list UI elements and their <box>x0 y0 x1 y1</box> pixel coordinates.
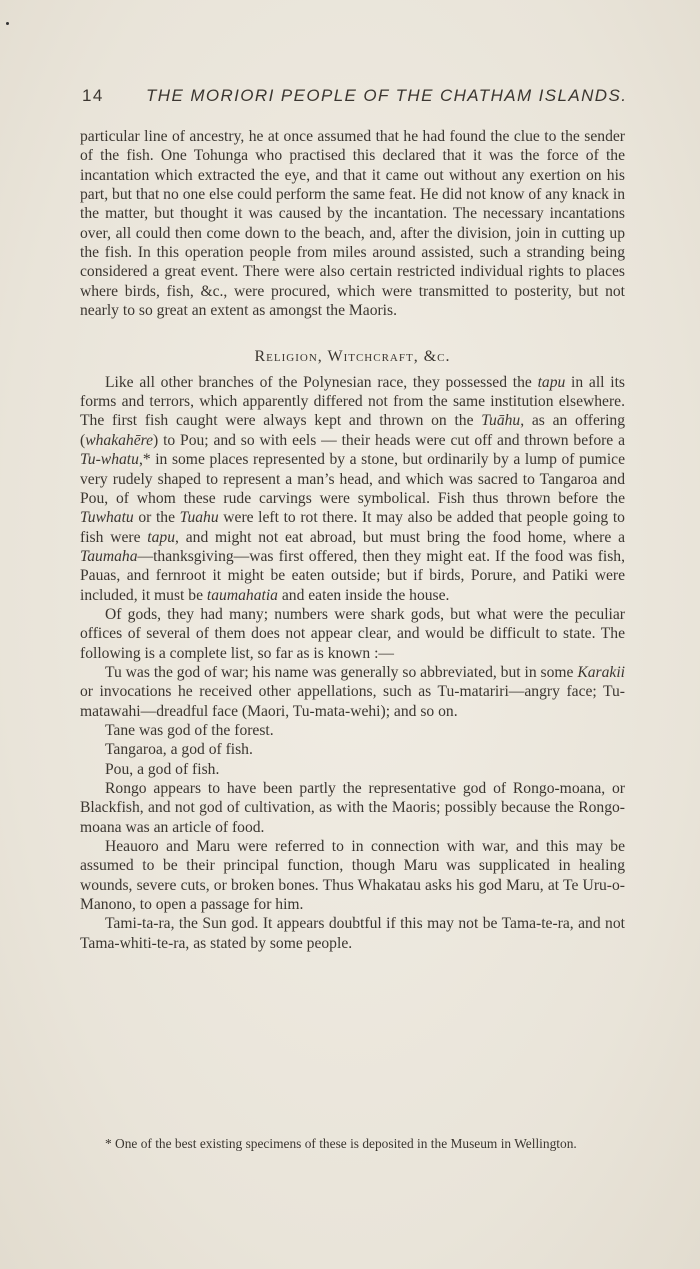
paragraph: Like all other branches of the Polynesian race, they possessed the tapu in all its forms and terrors, which apparently differed not from the same institution elsewhere. The first fish caught were always kept and thrown on the Tuāhu, as an offering (whakahēre) to Pou; and so with eels — their heads were cut off and thrown before a Tu-whatu,* in some places represented by a stone, but ordinarily by a lump of pumice very rudely shaped to represent a man’s head, and which was sacred to Tangaroa and Pou, of whom these rude carvings were symbolical. Fish thus thrown before the Tuwhatu or the Tuahu were left to rot there. It may also be added that people going to fish were tapu, and might not eat abroad, but must bring the food home, where a Taumaha—thanksgiving—was first offered, then they might eat. If the food was fish, Pauas, and fernroot it might be eaten outside; but if birds, Porure, and Patiki were included, it must be taumahatia and eaten inside the house. <box>80 373 625 604</box>
paragraph: Tangaroa, a god of fish. <box>105 741 253 759</box>
paragraph: Rongo appears to have been partly the representative god of Rongo-moana, or Blackfish, and not god of cultivation, as with the Maoris; possibly because the Rongo-moana was an article of food. <box>80 780 625 836</box>
running-title: THE MORIORI PEOPLE OF THE CHATHAM ISLANDS. <box>146 86 628 105</box>
paragraph: Tane was god of the forest. <box>105 721 274 739</box>
ink-speck <box>6 22 9 25</box>
body-text <box>80 127 625 953</box>
paragraph: Heauoro and Maru were referred to in connection with war, and this may be assumed to be their principal function, though Maru was supplicated in healing wounds, severe cuts, or broken bones. Thus Whakatau asks his god Maru, at Te Uru-o-Manono, to open a passage for him. <box>80 838 625 914</box>
footnote: * One of the best existing specimens of these is deposited in the Museum in Wellington. <box>105 1136 577 1152</box>
paragraph: Of gods, they had many; numbers were shark gods, but what were the peculiar offices of several of them does not appear clear, and would be difficult to state. The following is a complete list, so far as is known :— <box>80 605 625 662</box>
paragraph: particular line of ancestry, he at once assumed that he had found the clue to the sender of the fish. One Tohunga who practised this declared that it was the force of the incantation which extracted the eye, and that it came out without any exertion on his part, but that no one else could perform the same feat. He did not know of any knack in the matter, but thought it was caused by the incantation. The necessary incantations over, all could then come down to the beach, and, after the division, join in cutting up the fish. In this operation people from miles around assisted, such a stranding being considered a great event. There were also certain restricted individual rights to places where birds, fish, &c., were procured, which were transmitted to posterity, but not nearly to so great an extent as amongst the Maoris. <box>80 128 625 320</box>
page-number: 14 <box>82 86 104 105</box>
paragraph: Tami-ta-ra, the Sun god. It appears doubtful if this may not be Tama-te-ra, and not Tama-whiti-te-ra, as stated by some people. <box>80 915 625 952</box>
section-heading: Religion, Witchcraft, &c. <box>254 348 451 366</box>
paragraph: Tu was the god of war; his name was generally so abbreviated, but in some Karakii or invocations he received other appellations, such as Tu-matariri—angry face; Tu-matawahi—dreadful face (Maori, Tu-mata-wehi); and so on. <box>80 663 625 720</box>
paragraph: Pou, a god of fish. <box>105 760 220 778</box>
